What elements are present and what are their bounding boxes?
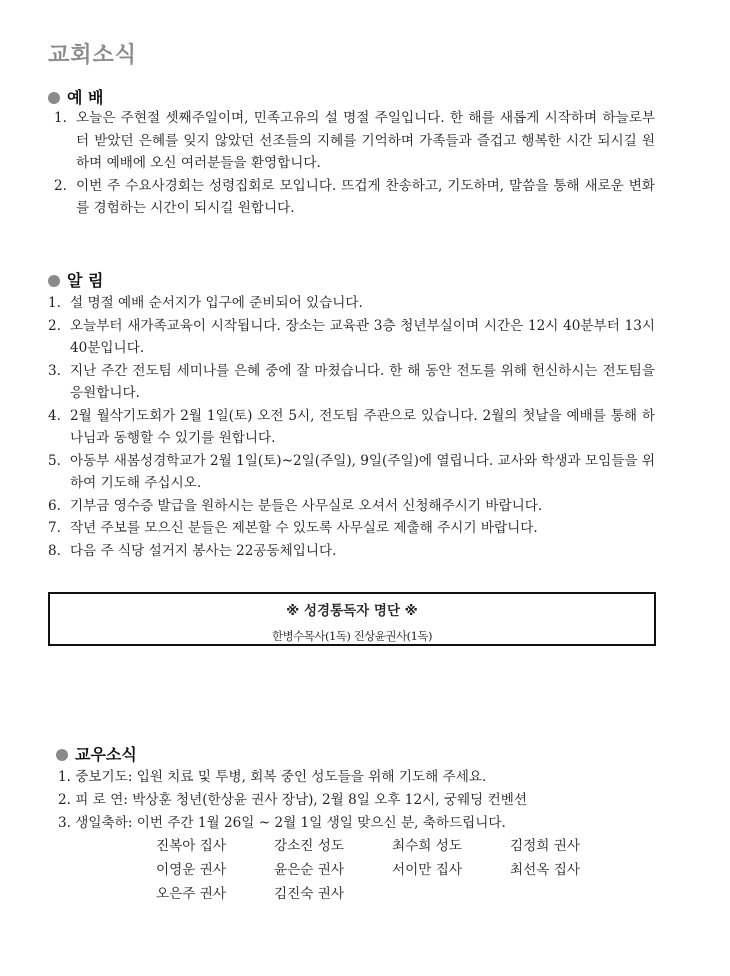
bible-reading-box bbox=[48, 592, 656, 646]
birthday-name: 김정희 권사 bbox=[510, 838, 580, 854]
item-text: 작년 주보를 모으신 분들은 제본할 수 있도록 사무실로 제출해 주시기 바랍니다. bbox=[70, 520, 538, 536]
birthday-name: 오은주 권사 bbox=[156, 886, 226, 902]
list-item bbox=[54, 175, 655, 220]
item-text: 이번 주 수요사경회는 성령집회로 모입니다. 뜨겁게 찬송하고, 기도하며, 말씀을 통해 새로운 변화를 경험하는 시간이 되시길 원합니다. bbox=[76, 177, 655, 216]
birthday-names bbox=[156, 834, 628, 906]
member-news-heading bbox=[56, 742, 137, 765]
birthday-name: 윤은순 권사 bbox=[274, 862, 344, 878]
birthday-name: 서이만 집사 bbox=[392, 862, 462, 878]
item-number: 4. bbox=[48, 407, 61, 424]
birthday-name: 최수희 성도 bbox=[392, 838, 462, 854]
notices-heading-label: 알 림 bbox=[67, 271, 104, 290]
worship-heading-label: 예 배 bbox=[67, 88, 104, 107]
list-item bbox=[48, 360, 655, 405]
notices-list bbox=[48, 292, 655, 562]
list-item: 3. 생일축하: 이번 주간 1월 26일 ~ 2월 1일 생일 맞으신 분, 축하드립니다. bbox=[58, 814, 506, 831]
worship-heading bbox=[48, 85, 103, 108]
item-number: 2. bbox=[54, 177, 67, 194]
list-item bbox=[48, 495, 655, 518]
member-news-list bbox=[58, 766, 678, 834]
worship-list bbox=[54, 107, 655, 220]
notices-heading bbox=[48, 268, 103, 291]
bullet-icon bbox=[48, 275, 60, 287]
item-number: 3. bbox=[48, 362, 61, 379]
bible-reading-title: ※ 성경통독자 명단 ※ bbox=[286, 603, 418, 619]
list-item bbox=[48, 292, 655, 315]
item-number: 5. bbox=[48, 452, 61, 469]
item-number: 1. bbox=[54, 110, 67, 126]
bullet-icon bbox=[48, 92, 60, 104]
item-text: 지난 주간 전도팀 세미나를 은혜 중에 잘 마쳤습니다. 한 해 동안 전도를 위해 헌신하시는 전도팀을 응원합니다. bbox=[70, 362, 655, 401]
list-item: 1. 중보기도: 입원 치료 및 투병, 회복 중인 성도들을 위해 기도해 주세요. bbox=[58, 769, 487, 785]
item-number: 7. bbox=[48, 520, 61, 536]
item-text: 아동부 새봄성경학교가 2월 1일(토)~2일(주일), 9일(주일)에 열립니다. 교사와 학생과 모임들을 위하여 기도해 주십시오. bbox=[70, 452, 655, 491]
bible-reading-names: 한병수목사(1독) 진상윤권사(1독) bbox=[271, 629, 433, 643]
member-news-heading-label: 교우소식 bbox=[75, 745, 137, 764]
birthday-name: 이영운 권사 bbox=[156, 862, 226, 878]
list-item: 2. 피 로 연: 박상훈 청년(한상윤 권사 장남), 2월 8일 오후 12시, 궁웨딩 컨벤션 bbox=[58, 791, 527, 808]
item-text: 오늘은 주현절 셋째주일이며, 민족고유의 설 명절 주일입니다. 한 해를 새롭게 시작하며 하늘로부터 받았던 은혜를 잊지 않았던 선조들의 지혜를 기억하며 가족들과 즐겁고 행복한 시간 되시길 원하며 예배에 오신 여러분들을 환영합니다. bbox=[76, 110, 655, 171]
list-item bbox=[48, 450, 655, 495]
item-text: 오늘부터 새가족교육이 시작됩니다. 장소는 교육관 3층 청년부실이며 시간은 12시 40분부터 13시 40분입니다. bbox=[70, 317, 655, 356]
birthday-name: 강소진 성도 bbox=[274, 838, 344, 854]
item-number: 8. bbox=[48, 542, 61, 559]
birthday-name: 최선옥 집사 bbox=[510, 862, 580, 878]
item-number: 2. bbox=[48, 317, 61, 334]
bullet-icon bbox=[56, 749, 68, 761]
list-item bbox=[48, 517, 655, 540]
item-text: 설 명절 예배 순서지가 입구에 준비되어 있습니다. bbox=[70, 295, 363, 311]
item-text: 다음 주 식당 설거지 봉사는 22공동체입니다. bbox=[70, 542, 337, 559]
birthday-name: 진복아 집사 bbox=[156, 838, 226, 854]
item-text: 기부금 영수증 발급을 원하시는 분들은 사무실로 오셔서 신청해주시기 바랍니다. bbox=[70, 497, 543, 514]
page-title: 교회소식 bbox=[48, 43, 138, 68]
list-item bbox=[48, 540, 655, 563]
item-number: 1. bbox=[48, 295, 61, 311]
item-text: 2월 월삭기도회가 2월 1일(토) 오전 5시, 전도팀 주관으로 있습니다. 2월의 첫날을 예배를 통해 하나님과 동행할 수 있기를 원합니다. bbox=[70, 407, 655, 446]
list-item bbox=[54, 107, 655, 175]
list-item bbox=[48, 315, 655, 360]
item-number: 6. bbox=[48, 497, 61, 514]
birthday-name: 김진숙 권사 bbox=[274, 886, 344, 902]
list-item bbox=[48, 405, 655, 450]
